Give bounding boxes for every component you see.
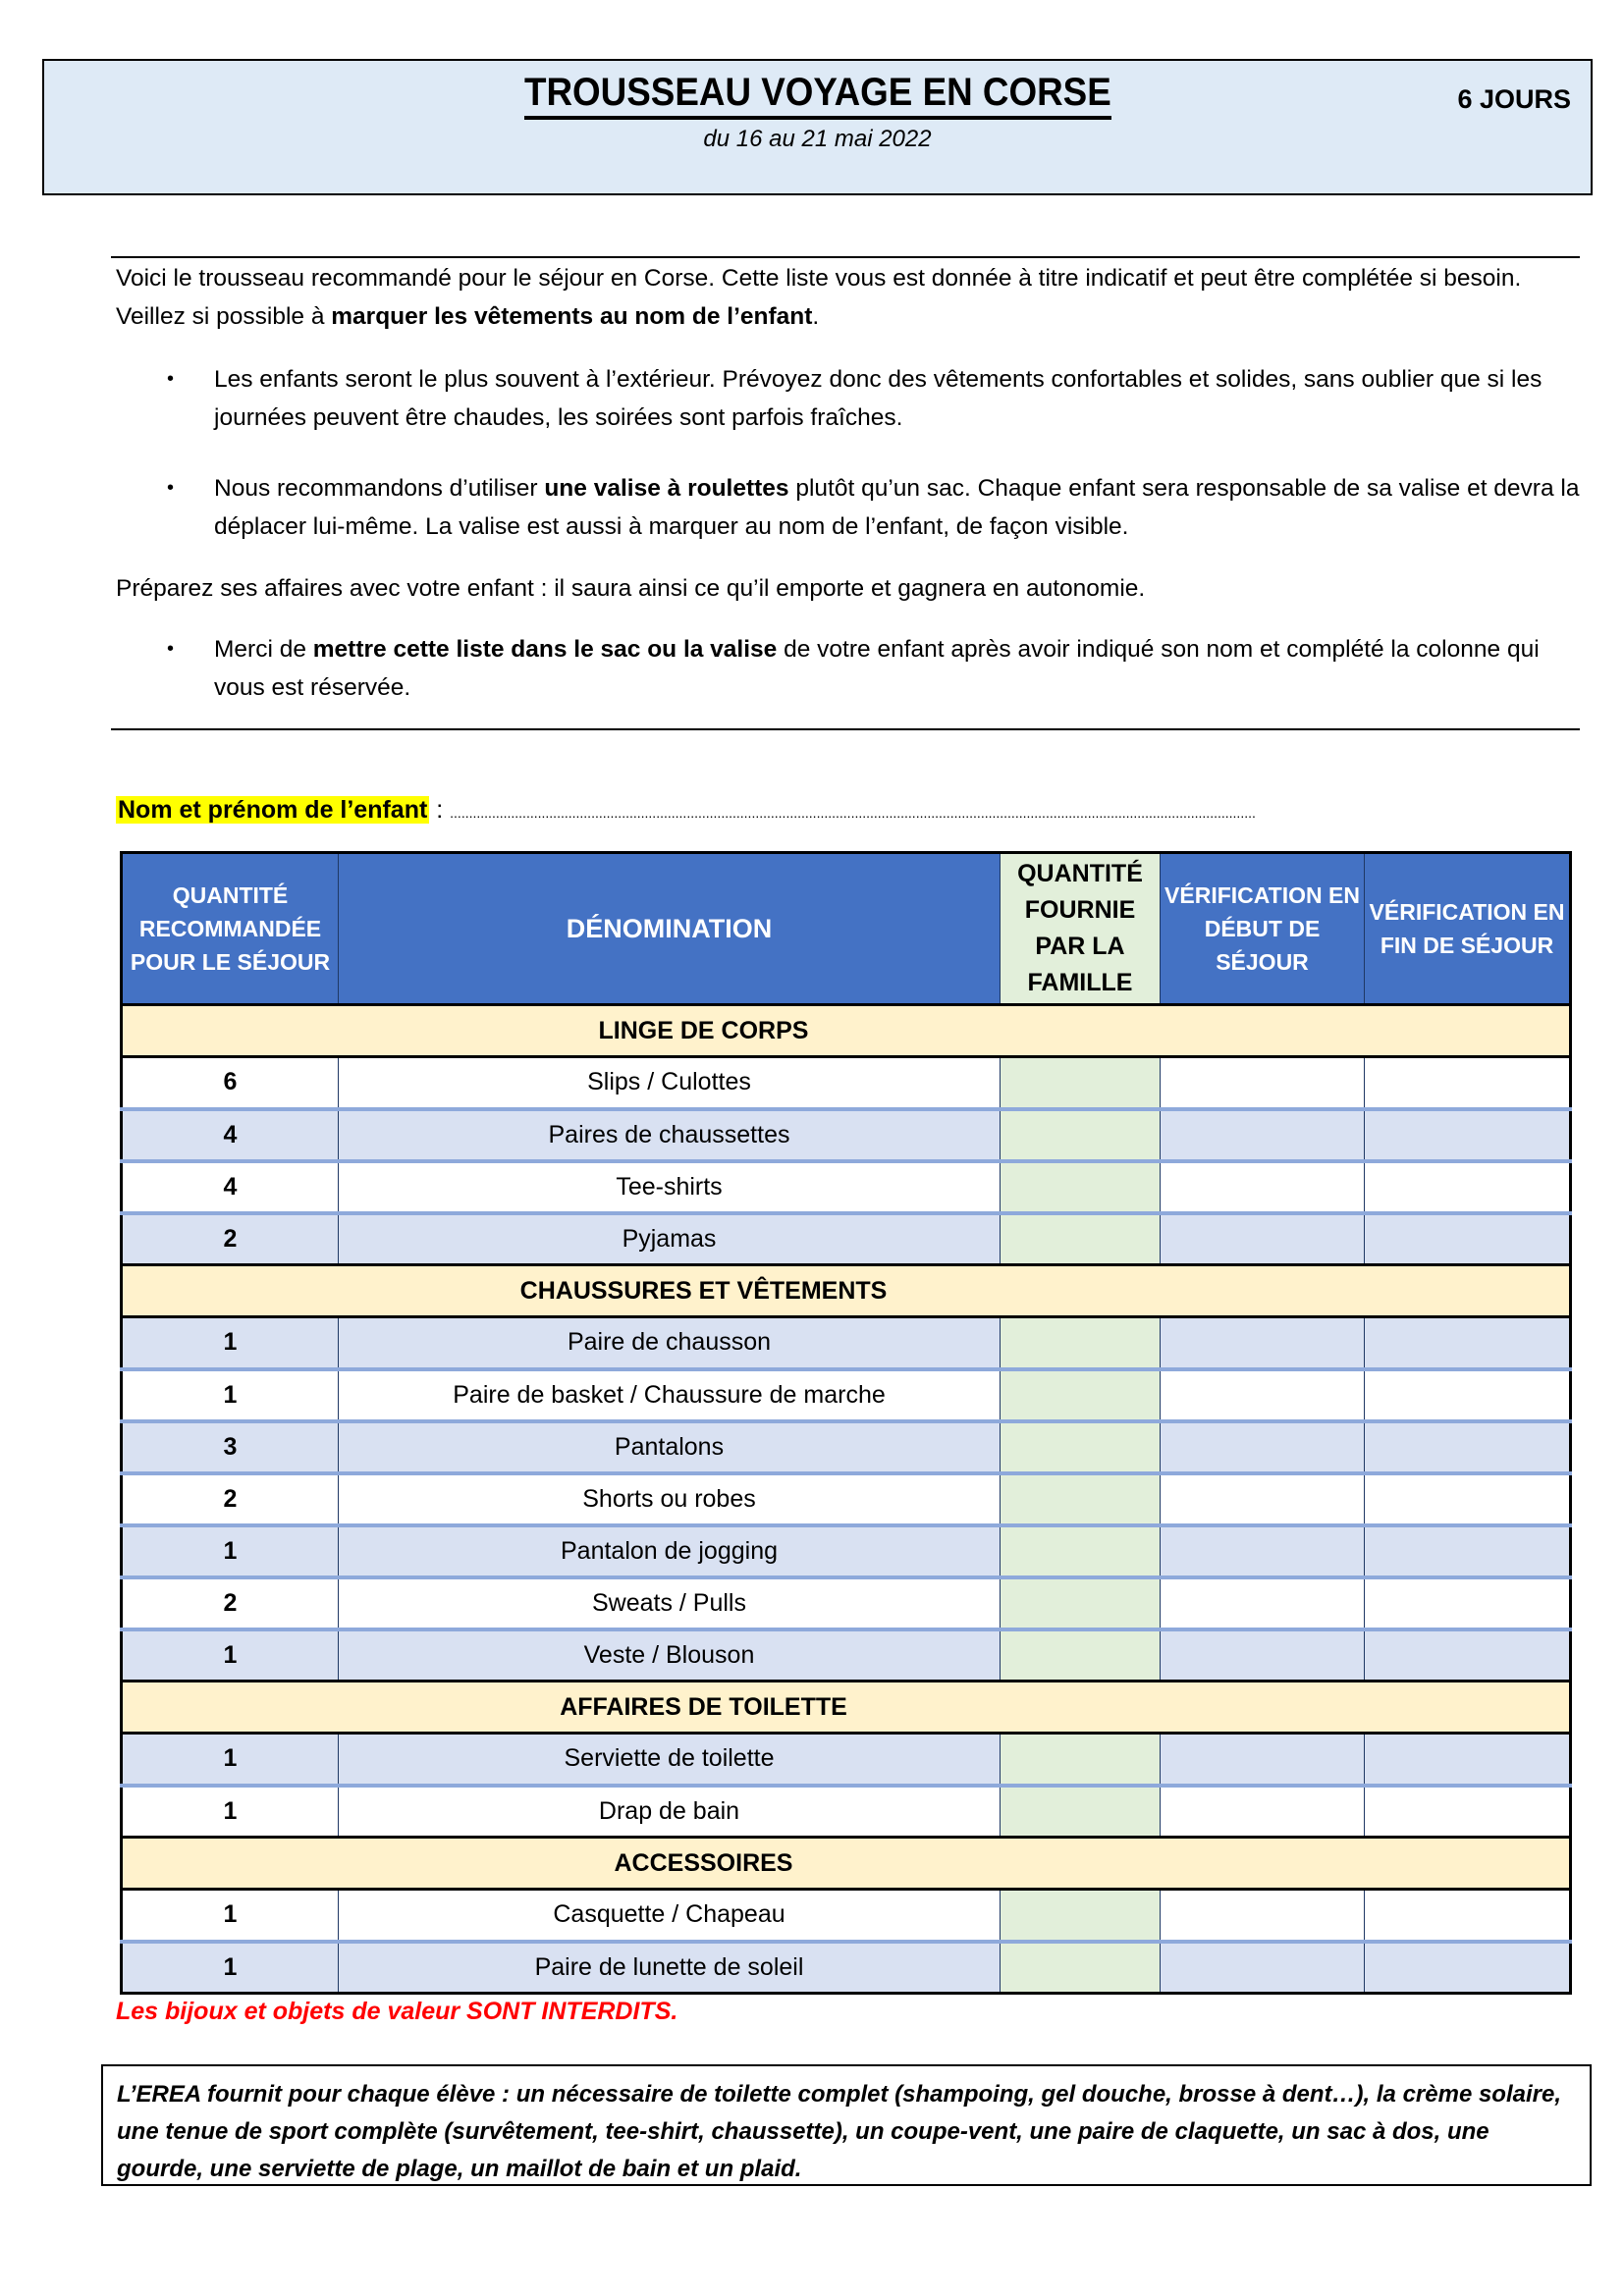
check-end-input[interactable] [1365, 1057, 1571, 1109]
check-end-input[interactable] [1365, 1942, 1571, 1994]
table-header-row [122, 853, 1571, 1005]
section-title: LINGE DE CORPS [598, 1016, 809, 1044]
check-start-input[interactable] [1161, 1057, 1365, 1109]
check-end-input[interactable] [1365, 1786, 1571, 1838]
check-end-input[interactable] [1365, 1525, 1571, 1577]
col-header-name: DÉNOMINATION [339, 853, 1001, 1005]
family-qty-input[interactable] [1001, 1369, 1161, 1421]
date-range: du 16 au 21 mai 2022 [703, 126, 932, 152]
item-name-cell: Shorts ou robes [339, 1473, 1001, 1525]
item-name-cell: Paires de chaussettes [339, 1109, 1001, 1161]
intro-bold-text: marquer les vêtements au nom de l’enfant [331, 303, 813, 330]
col-header-check-end: VÉRIFICATION EN FIN DE SÉJOUR [1365, 853, 1571, 1005]
col-header-family: QUANTITÉ FOURNIE PAR LA FAMILLE [1001, 853, 1161, 1005]
qty-cell: 4 [122, 1161, 339, 1213]
divider-bottom [111, 728, 1580, 730]
check-end-input[interactable] [1365, 1734, 1571, 1786]
table-row [122, 1473, 1571, 1525]
table-row [122, 1577, 1571, 1629]
check-start-input[interactable] [1161, 1525, 1365, 1577]
child-name-field [116, 790, 1579, 832]
check-start-input[interactable] [1161, 1942, 1365, 1994]
intro-end: . [812, 303, 820, 330]
check-end-input[interactable] [1365, 1369, 1571, 1421]
check-end-input[interactable] [1365, 1109, 1571, 1161]
col-header-qty: QUANTITÉ RECOMMANDÉE POUR LE SÉJOUR [122, 853, 339, 1005]
page-title [44, 69, 1591, 120]
item-name-cell: Veste / Blouson [339, 1629, 1001, 1682]
item-name-cell: Casquette / Chapeau [339, 1890, 1001, 1942]
check-start-input[interactable] [1161, 1213, 1365, 1265]
bullet-icon: • [167, 477, 175, 499]
item-name-cell: Paire de lunette de soleil [339, 1942, 1001, 1994]
bullet-text: Les enfants seront le plus souvent à l’extérieur. Prévoyez donc des vêtements confortables et solides, sans oublier que si les journées peuvent être chaudes, les soirées sont parfois fraîches. [214, 366, 1543, 431]
title-box [42, 59, 1593, 195]
table-row [122, 1734, 1571, 1786]
section-title: AFFAIRES DE TOILETTE [560, 1692, 847, 1721]
bullet-bold-text: une valise à roulettes [544, 475, 789, 502]
section-row [122, 1682, 1571, 1734]
section-cell [122, 1838, 1571, 1890]
check-start-input[interactable] [1161, 1890, 1365, 1942]
check-end-input[interactable] [1365, 1629, 1571, 1682]
section-title: CHAUSSURES ET VÊTEMENTS [519, 1276, 888, 1305]
table-row [122, 1057, 1571, 1109]
qty-cell: 1 [122, 1525, 339, 1577]
item-name-cell: Serviette de toilette [339, 1734, 1001, 1786]
qty-cell: 2 [122, 1213, 339, 1265]
separator: : [429, 796, 451, 824]
child-name-input[interactable]: ................................................................................................................................................................................................................... [450, 805, 1256, 821]
table-row [122, 1317, 1571, 1369]
qty-cell: 1 [122, 1629, 339, 1682]
qty-cell: 1 [122, 1786, 339, 1838]
section-row [122, 1838, 1571, 1890]
bullet-text-part: Nous recommandons d’utiliser [214, 475, 545, 502]
family-qty-input[interactable] [1001, 1109, 1161, 1161]
table-row [122, 1109, 1571, 1161]
check-start-input[interactable] [1161, 1317, 1365, 1369]
family-qty-input[interactable] [1001, 1473, 1161, 1525]
warning-text: Les bijoux et objets de valeur SONT INTERDITS. [116, 1998, 678, 2025]
prepare-paragraph: Préparez ses affaires avec votre enfant : il saura ainsi ce qu’il emporte et gagnera en autonomie. [116, 575, 1146, 602]
section-cell [122, 1265, 1571, 1317]
check-end-input[interactable] [1365, 1577, 1571, 1629]
qty-cell: 2 [122, 1473, 339, 1525]
bullet-icon: • [167, 368, 175, 390]
table-row [122, 1786, 1571, 1838]
item-name-cell: Pantalon de jogging [339, 1525, 1001, 1577]
check-start-input[interactable] [1161, 1421, 1365, 1473]
qty-cell: 1 [122, 1890, 339, 1942]
item-name-cell: Tee-shirts [339, 1161, 1001, 1213]
bullet-bold-text: mettre cette liste dans le sac ou la valise [312, 636, 778, 663]
family-qty-input[interactable] [1001, 1786, 1161, 1838]
family-qty-input[interactable] [1001, 1421, 1161, 1473]
qty-cell: 1 [122, 1942, 339, 1994]
table-row [122, 1942, 1571, 1994]
family-qty-input[interactable] [1001, 1734, 1161, 1786]
family-qty-input[interactable] [1001, 1161, 1161, 1213]
bullet-item-suitcase [116, 469, 1589, 546]
bullet-text-part: Merci de [214, 636, 313, 663]
bullet-text-part: plutôt qu’un sac. Chaque enfant sera responsable de sa valise et devra la déplacer lui-même. La valise est aussi à marquer au nom de l’enfant, de façon visible. [214, 475, 1580, 540]
family-qty-input[interactable] [1001, 1525, 1161, 1577]
bullet-icon: • [167, 638, 175, 660]
table-row [122, 1421, 1571, 1473]
bullet-item-outdoor [116, 360, 1589, 437]
family-qty-input[interactable] [1001, 1317, 1161, 1369]
check-start-input[interactable] [1161, 1161, 1365, 1213]
qty-cell: 6 [122, 1057, 339, 1109]
qty-cell: 1 [122, 1317, 339, 1369]
table-row [122, 1161, 1571, 1213]
check-start-input[interactable] [1161, 1109, 1365, 1161]
check-start-input[interactable] [1161, 1577, 1365, 1629]
intro-text: Voici le trousseau recommandé pour le séjour en Corse. Cette liste vous est donnée à titre indicatif et peut être complétée si besoin. Veillez si possible à [116, 265, 1522, 330]
family-qty-input[interactable] [1001, 1577, 1161, 1629]
family-qty-input[interactable] [1001, 1629, 1161, 1682]
bullet-text-part: de votre enfant après avoir indiqué son nom et complété la colonne qui vous est réservée. [214, 636, 1540, 701]
item-name-cell: Paire de chausson [339, 1317, 1001, 1369]
title-text: TROUSSEAU VOYAGE EN CORSE [524, 69, 1111, 120]
section-cell [122, 1005, 1571, 1057]
check-start-input[interactable] [1161, 1734, 1365, 1786]
table-row [122, 1525, 1571, 1577]
check-end-input[interactable] [1365, 1161, 1571, 1213]
table-row [122, 1629, 1571, 1682]
check-end-input[interactable] [1365, 1421, 1571, 1473]
divider-top [111, 256, 1580, 258]
check-start-input[interactable] [1161, 1369, 1365, 1421]
qty-cell: 2 [122, 1577, 339, 1629]
duration-label: 6 JOURS [1457, 84, 1571, 114]
family-qty-input[interactable] [1001, 1213, 1161, 1265]
item-name-cell: Pantalons [339, 1421, 1001, 1473]
qty-cell: 4 [122, 1109, 339, 1161]
qty-cell: 1 [122, 1734, 339, 1786]
family-qty-input[interactable] [1001, 1890, 1161, 1942]
child-name-label: Nom et prénom de l’enfant [118, 796, 428, 824]
table-row [122, 1890, 1571, 1942]
check-end-input[interactable] [1365, 1213, 1571, 1265]
bullet-text [214, 630, 1589, 707]
item-name-cell: Slips / Culottes [339, 1057, 1001, 1109]
family-qty-input[interactable] [1001, 1942, 1161, 1994]
item-name-cell: Sweats / Pulls [339, 1577, 1001, 1629]
check-start-input[interactable] [1161, 1786, 1365, 1838]
item-name-cell: Drap de bain [339, 1786, 1001, 1838]
item-name-cell: Pyjamas [339, 1213, 1001, 1265]
qty-cell: 3 [122, 1421, 339, 1473]
section-row [122, 1005, 1571, 1057]
bullet-item-list [116, 630, 1589, 707]
qty-cell: 1 [122, 1369, 339, 1421]
check-start-input[interactable] [1161, 1629, 1365, 1682]
check-start-input[interactable] [1161, 1473, 1365, 1525]
bullet-text [214, 469, 1589, 546]
trousseau-table [120, 851, 1572, 1995]
table-row [122, 1369, 1571, 1421]
check-end-input[interactable] [1365, 1317, 1571, 1369]
col-header-check-start: VÉRIFICATION EN DÉBUT DE SÉJOUR [1161, 853, 1365, 1005]
check-end-input[interactable] [1365, 1890, 1571, 1942]
check-end-input[interactable] [1365, 1473, 1571, 1525]
section-cell [122, 1682, 1571, 1734]
section-title: ACCESSOIRES [614, 1848, 793, 1877]
item-name-cell: Paire de basket / Chaussure de marche [339, 1369, 1001, 1421]
table-row [122, 1213, 1571, 1265]
section-row [122, 1265, 1571, 1317]
intro-paragraph [116, 259, 1589, 336]
provided-items-note: L’EREA fournit pour chaque élève : un nécessaire de toilette complet (shampoing, gel douche, brosse à dent…), la crème solaire, une tenue de sport complète (survêtement, tee-shirt, chaussette), un coupe-vent, une paire de claquette, un sac à dos, une gourde, une serviette de plage, un maillot de bain et un plaid. [101, 2064, 1592, 2186]
family-qty-input[interactable] [1001, 1057, 1161, 1109]
